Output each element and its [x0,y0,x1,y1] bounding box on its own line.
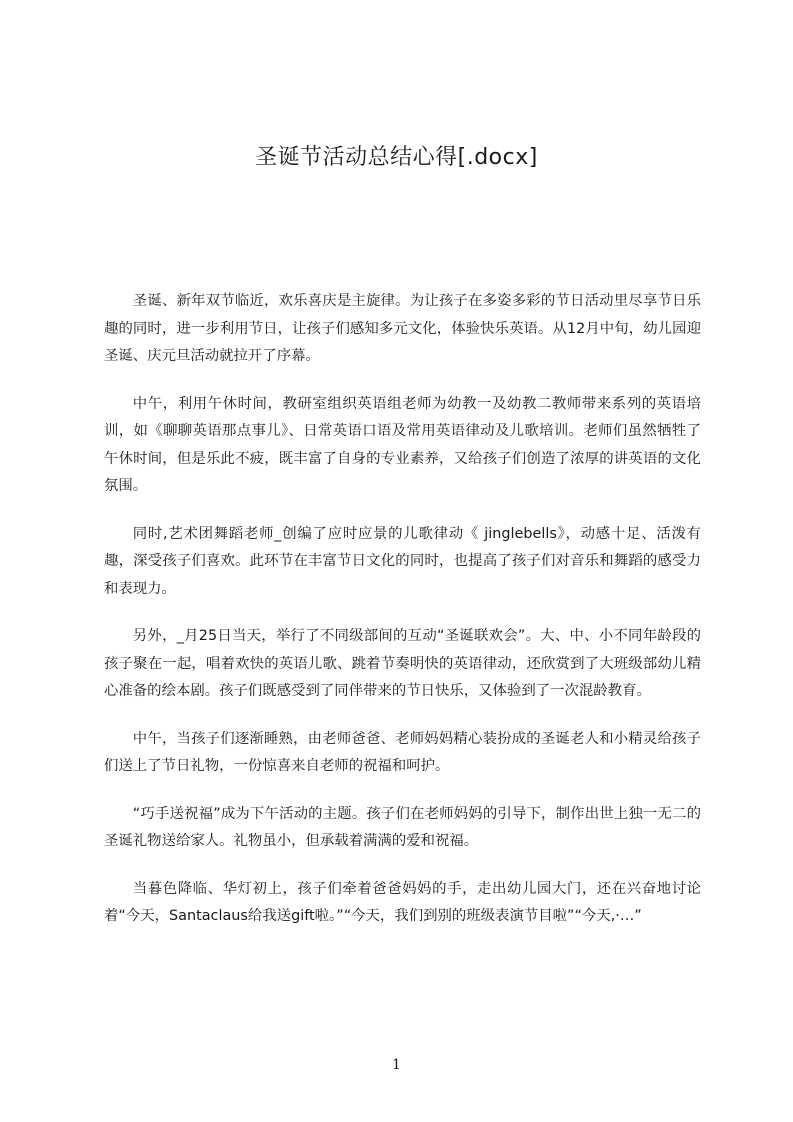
paragraph-7: 当暮色降临、华灯初上，孩子们牵着爸爸妈妈的手，走出幼儿园大门，还在兴奋地讨论着“今天，Santaclaus给我送gift啦。”“今天，我们到别的班级表演节目啦”“今天,·…” [104,880,701,924]
paragraph-1: 圣诞、新年双节临近，欢乐喜庆是主旋律。为让孩子在多姿多彩的节日活动里尽享节日乐趣的同时，进一步利用节日，让孩子们感知多元文化，体验快乐英语。从12月中旬，幼儿园迎圣诞、庆元旦活动就拉开了序幕。 [104,293,701,364]
paragraph-6: “巧手送祝福”成为下午活动的主题。孩子们在老师妈妈的引导下，制作出世上独一无二的圣诞礼物送给家人。礼物虽小，但承载着满满的爱和祝福。 [104,805,701,849]
paragraph-3: 同时,艺术团舞蹈老师_创编了应时应景的儿歌律动《 jinglebells》，动感十足、活泼有趣，深受孩子们喜欢。此环节在丰富节日文化的同时，也提高了孩子们对音乐和舞蹈的感受力和表现力。 [104,525,701,597]
document-body [104,288,701,951]
paragraph-5: 中午，当孩子们逐渐睡熟，由老师爸爸、老师妈妈精心装扮成的圣诞老人和小精灵给孩子们送上了节日礼物，一份惊喜来自老师的祝福和呵护。 [104,730,701,774]
page-number: 1 [392,1057,401,1073]
paragraph-2: 中午，利用午休时间，教研室组织英语组老师为幼教一及幼教二教师带来系列的英语培训，如《聊聊英语那点事儿》、日常英语口语及常用英语律动及儿歌培训。老师们虽然牺牲了午休时间，但是乐此不疲，既丰富了自身的专业素养，又给孩子们创造了浓厚的讲英语的文化氛围。 [104,395,701,494]
paragraph-4: 另外，_月25日当天，举行了不同级部间的互动“圣诞联欢会”。大、中、小不同年龄段的孩子聚在一起，唱着欢快的英语儿歌、跳着节奏明快的英语律动，还欣赏到了大班级部幼儿精心准备的绘本剧。孩子们既感受到了同伴带来的节日快乐，又体验到了一次混龄教育。 [104,628,701,699]
document-title: 圣诞节活动总结心得[.docx] [255,145,538,170]
